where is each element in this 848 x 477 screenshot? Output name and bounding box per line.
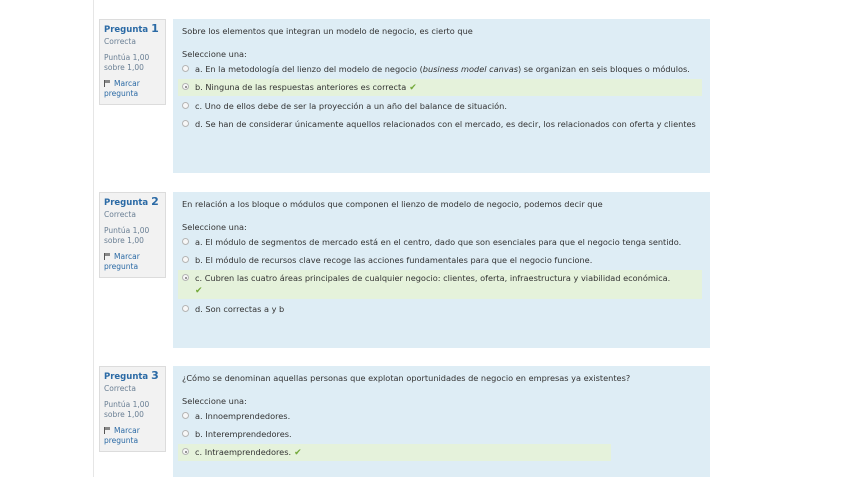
radio-d[interactable] — [182, 305, 189, 312]
question-text: Sobre los elementos que integran un modelo de negocio, es cierto que — [182, 26, 473, 36]
answer-c[interactable]: c. Intraemprendedores. ✔ — [178, 444, 611, 461]
answer-b[interactable]: b. Ninguna de las respuestas anteriores es correcta ✔ — [178, 79, 702, 96]
answer-d[interactable]: d. Son correctas a y b — [178, 301, 702, 317]
question-info — [99, 192, 166, 278]
radio-c[interactable] — [182, 448, 189, 455]
radio-b[interactable] — [182, 430, 189, 437]
radio-b[interactable] — [182, 83, 189, 90]
answer-b[interactable]: b. El módulo de recursos clave recoge las acciones fundamentales para que el negocio funcione. — [178, 252, 702, 268]
question-status: Correcta — [104, 210, 136, 219]
question-content — [173, 366, 710, 477]
radio-d[interactable] — [182, 120, 189, 127]
question-info — [99, 366, 166, 452]
answer-d[interactable]: d. Se han de considerar únicamente aquellos relacionados con el mercado, es decir, los relacionados con oferta y clientes — [178, 116, 702, 132]
radio-a[interactable] — [182, 238, 189, 245]
correct-check-icon: ✔ — [195, 286, 203, 296]
radio-a[interactable] — [182, 412, 189, 419]
question-text: ¿Cómo se denominan aquellas personas que explotan oportunidades de negocio en empresas ya existentes? — [182, 373, 631, 383]
correct-check-icon: ✔ — [294, 448, 302, 458]
answer-c[interactable]: c. Cubren las cuatro áreas principales de cualquier negocio: clientes, oferta, infraestructura y viabilidad económica. ✔ — [178, 270, 702, 299]
answer-c[interactable]: c. Uno de ellos debe de ser la proyección a un año del balance de situación. — [178, 98, 702, 114]
flag-question-link[interactable]: Marcar pregunta — [104, 79, 140, 98]
answer-b[interactable]: b. Interemprendedores. — [178, 426, 702, 442]
page-left-border — [93, 0, 94, 477]
flag-icon — [104, 80, 111, 87]
question-number: Pregunta 1 — [104, 22, 159, 35]
question-text: En relación a los bloque o módulos que componen el lienzo de modelo de negocio, podemos decir que — [182, 199, 603, 209]
select-prompt: Seleccione una: — [182, 222, 247, 232]
radio-a[interactable] — [182, 65, 189, 72]
select-prompt: Seleccione una: — [182, 49, 247, 59]
question-score: Puntúa 1,00 sobre 1,00 — [104, 53, 150, 72]
answer-a[interactable]: a. El módulo de segmentos de mercado está en el centro, dado que son esenciales para que el negocio tenga sentido. — [178, 234, 702, 250]
flag-question-link[interactable]: Marcar pregunta — [104, 426, 140, 445]
select-prompt: Seleccione una: — [182, 396, 247, 406]
flag-icon — [104, 427, 111, 434]
question-number: Pregunta 2 — [104, 195, 159, 208]
flag-icon — [104, 253, 111, 260]
correct-check-icon: ✔ — [409, 83, 417, 93]
radio-c[interactable] — [182, 274, 189, 281]
question-number: Pregunta 3 — [104, 369, 159, 382]
question-content — [173, 19, 710, 173]
question-score: Puntúa 1,00 sobre 1,00 — [104, 226, 150, 245]
question-info — [99, 19, 166, 105]
question-score: Puntúa 1,00 sobre 1,00 — [104, 400, 150, 419]
question-status: Correcta — [104, 37, 136, 46]
flag-question-link[interactable]: Marcar pregunta — [104, 252, 140, 271]
answer-a[interactable]: a. En la metodología del lienzo del modelo de negocio (business model canvas) se organizan en seis bloques o módulos. — [178, 61, 702, 77]
question-content — [173, 192, 710, 348]
radio-c[interactable] — [182, 102, 189, 109]
question-status: Correcta — [104, 384, 136, 393]
radio-b[interactable] — [182, 256, 189, 263]
answer-a[interactable]: a. Innoemprendedores. — [178, 408, 702, 424]
